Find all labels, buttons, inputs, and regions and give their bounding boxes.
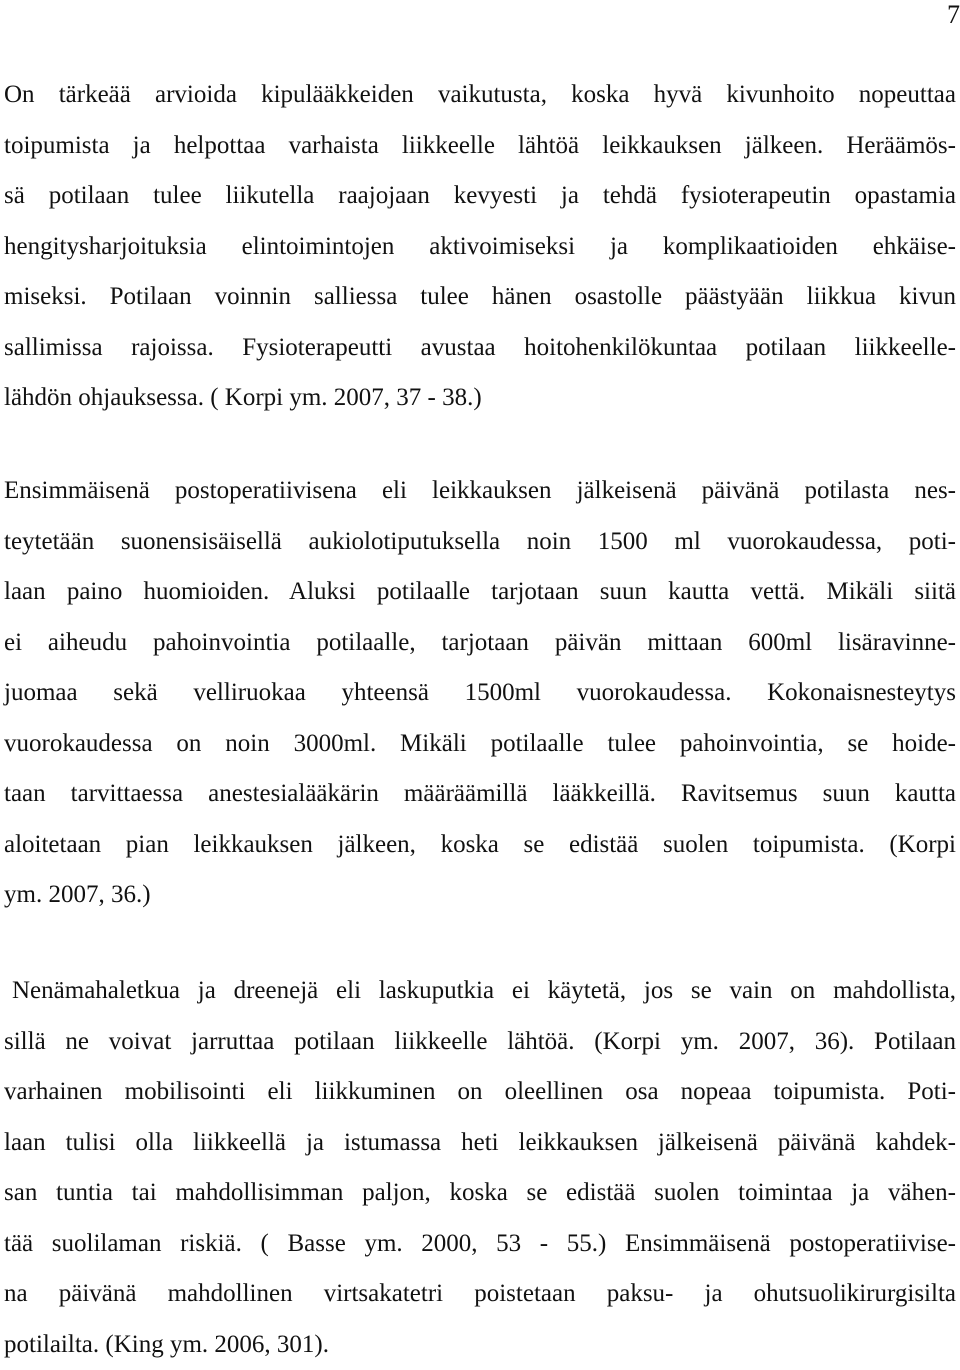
text-line: taan tarvittaessa anestesialääkärin määräämillä lääkkeillä. Ravitsemus suun kautta — [4, 769, 956, 820]
text-line: na päivänä mahdollinen virtsakatetri poistetaan paksu- ja ohutsuolikirurgisilta — [4, 1269, 956, 1320]
text-line: Ensimmäisenä postoperatiivisena eli leikkauksen jälkeisenä päivänä potilasta nes- — [4, 466, 956, 517]
text-line: sallimissa rajoissa. Fysioterapeutti avustaa hoitohenkilökuntaa potilaan liikkeelle- — [4, 323, 956, 374]
paragraph-pain-management — [4, 70, 956, 424]
text-line: potilailta. (King ym. 2006, 301). — [4, 1320, 956, 1370]
text-line: ym. 2007, 36.) — [4, 870, 956, 921]
text-line: vuorokaudessa on noin 3000ml. Mikäli potilaalle tulee pahoinvointia, se hoide- — [4, 719, 956, 770]
text-line: On tärkeää arvioida kipulääkkeiden vaikutusta, koska hyvä kivunhoito nopeuttaa — [4, 70, 956, 121]
text-line: varhainen mobilisointi eli liikkuminen on oleellinen osa nopeaa toipumista. Poti- — [4, 1067, 956, 1118]
text-line: Nenämahaletkua ja dreenejä eli laskuputkia ei käytetä, jos se vain on mahdollista, — [4, 966, 956, 1017]
text-line: laan paino huomioiden. Aluksi potilaalle tarjotaan suun kautta vettä. Mikäli siitä — [4, 567, 956, 618]
text-line: hengitysharjoituksia elintoimintojen aktivoimiseksi ja komplikaatioiden ehkäise- — [4, 222, 956, 273]
paragraph-mobilisation — [4, 966, 956, 1370]
text-line: tää suolilaman riskiä. ( Basse ym. 2000, 53 - 55.) Ensimmäisenä postoperatiivise- — [4, 1219, 956, 1270]
text-line: san tuntia tai mahdollisimman paljon, koska se edistää suolen toimintaa ja vähen- — [4, 1168, 956, 1219]
text-line: teytetään suonensisäisellä aukiolotiputuksella noin 1500 ml vuorokaudessa, poti- — [4, 517, 956, 568]
text-line: juomaa sekä velliruokaa yhteensä 1500ml vuorokaudessa. Kokonaisnesteytys — [4, 668, 956, 719]
text-line: lähdön ohjauksessa. ( Korpi ym. 2007, 37 - 38.) — [4, 373, 956, 424]
paragraph-hydration-nutrition — [4, 466, 956, 921]
text-line: aloitetaan pian leikkauksen jälkeen, koska se edistää suolen toipumista. (Korpi — [4, 820, 956, 871]
text-line: ei aiheudu pahoinvointia potilaalle, tarjotaan päivän mittaan 600ml lisäravinne- — [4, 618, 956, 669]
text-line: sillä ne voivat jarruttaa potilaan liikkeelle lähtöä. (Korpi ym. 2007, 36). Potilaan — [4, 1017, 956, 1068]
text-line: miseksi. Potilaan voinnin salliessa tulee hänen osastolle päästyään liikkua kivun — [4, 272, 956, 323]
text-line: toipumista ja helpottaa varhaista liikkeelle lähtöä leikkauksen jälkeen. Heräämös- — [4, 121, 956, 172]
text-line: laan tulisi olla liikkeellä ja istumassa heti leikkauksen jälkeisenä päivänä kahdek- — [4, 1118, 956, 1169]
text-line: sä potilaan tulee liikutella raajojaan kevyesti ja tehdä fysioterapeutin opastamia — [4, 171, 956, 222]
page-number: 7 — [936, 2, 960, 28]
